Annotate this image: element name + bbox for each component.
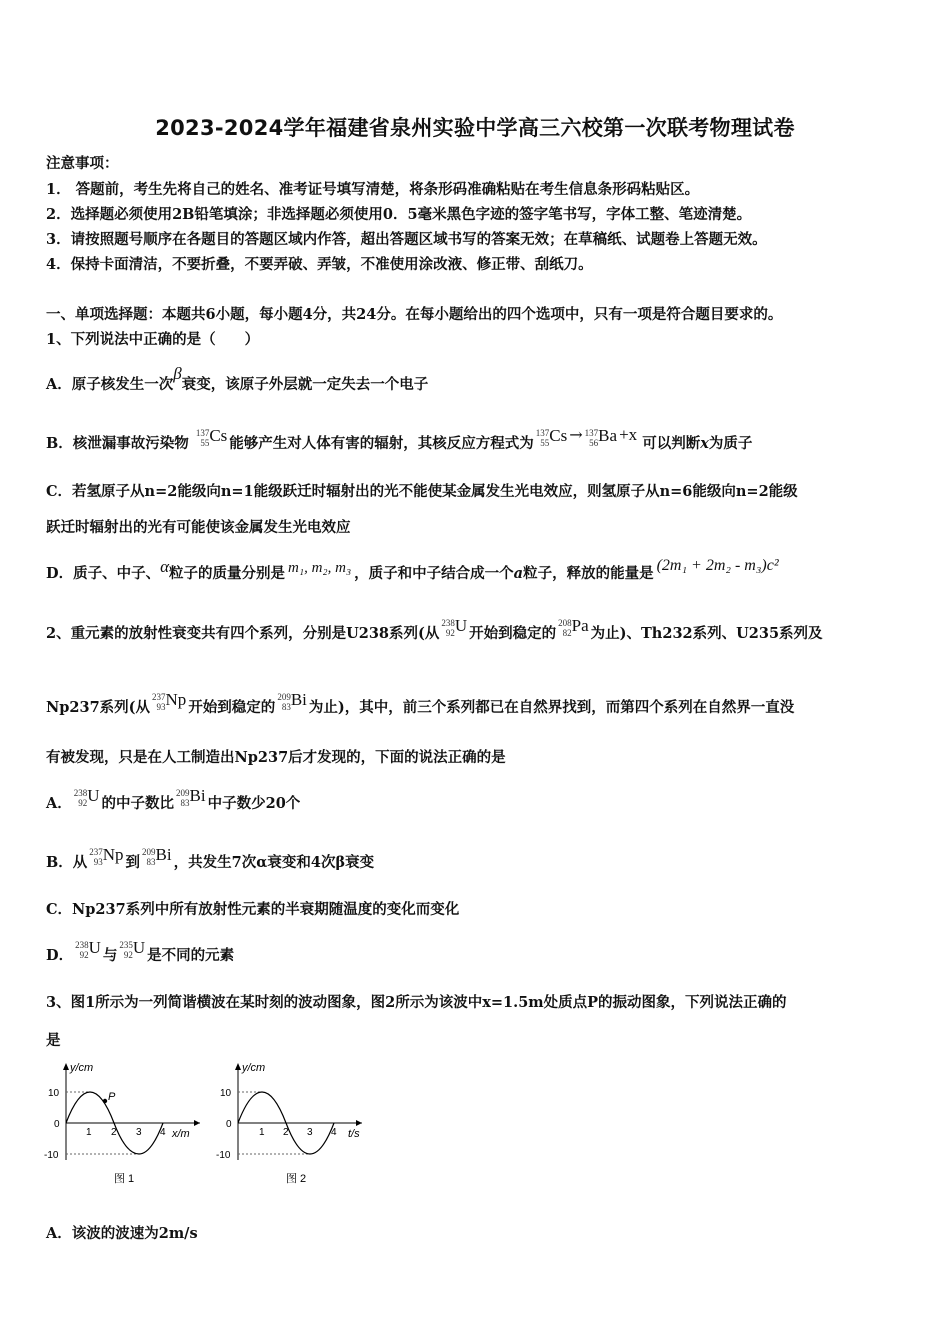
q2-l1-mid: 开始到稳定的 [469,625,557,642]
mass-number: 208 [558,618,572,628]
isotope-np237 [152,690,187,718]
mass-number: 238 [75,940,89,950]
q2-d-post: 是不同的元素 [147,947,235,964]
q2-option-c: C．Np237系列中所有放射性元素的半衰期随温度的变化而变化 [46,901,460,918]
element-symbol: U [87,786,100,805]
isotope-u238 [441,616,468,644]
q1-option-c-line2: 跃迁时辐射出的光有可能使该金属发生光电效应 [46,519,351,536]
isotope-u238 [73,786,100,814]
isotope-cs137 [535,426,568,454]
element-symbol: Pa [571,616,589,635]
beta-symbol: β [173,364,182,383]
arrow-icon: → [569,425,583,444]
note-item: 4．保持卡面清洁，不要折叠，不要弄破、弄皱，不准使用涂改液、修正带、刮纸刀。 [46,256,593,273]
isotope-u238 [75,938,101,966]
atomic-number: 83 [180,798,190,808]
atomic-number: 83 [146,857,156,867]
x-tick: 4 [331,1127,337,1138]
q2-l1-pre: 2、重元素的放射性衰变共有四个系列，分别是U238系列(从 [46,625,440,642]
figure-caption: 图 1 [114,1173,135,1185]
mass-number: 238 [73,788,88,798]
question-2-line1 [46,616,823,644]
atomic-number: 55 [540,438,550,448]
q2-l2-pre: Np237系列(从 [46,699,151,716]
y-tick: 0 [54,1119,60,1130]
y-axis-arrow-icon [63,1063,69,1070]
q2-b-mid: 到 [125,854,141,871]
t-axis-label: t/s [348,1128,360,1140]
question-3-line2: 是 [46,1032,61,1049]
q2-d-pre: D． [46,947,74,964]
x-tick: 1 [259,1127,265,1138]
mass-number: 237 [89,847,103,857]
note-item: 1． 答题前，考生先将自己的姓名、准考证号填写清楚，将条形码准确粘贴在考生信息条形码粘贴区。 [46,181,700,198]
q1-option-b [46,425,753,454]
x-axis-label: x/m [172,1128,190,1140]
q2-a-post: 中子数少20个 [207,795,301,812]
q2-a-pre: A． [46,795,72,812]
atomic-number: 92 [445,628,455,638]
atomic-number: 82 [562,628,572,638]
element-symbol: Np [102,845,124,864]
q2-b-post: ，共发生7次α衰变和4次β衰变 [173,854,375,871]
x-tick: 3 [307,1127,313,1138]
var-a: a [513,565,524,582]
mass-number: 209 [176,788,190,798]
isotope-u235 [119,938,146,966]
mass-number: 235 [119,940,133,950]
y-tick: 10 [220,1088,232,1099]
x-tick: 4 [160,1127,166,1138]
y-tick: -10 [44,1150,59,1161]
q1-option-c-line1: C．若氢原子从n=2能级向n=1能级跃迁时辐射出的光不能使某金属发生光电效应，则氢原子从n=6能级向n=2能级 [46,483,798,500]
isotope-ba137 [584,426,618,454]
figure-caption: 图 2 [286,1173,307,1185]
element-symbol: U [132,938,146,957]
atomic-number: 93 [93,857,103,867]
q2-option-a [46,786,301,814]
q2-l2-mid: 开始到稳定的 [188,699,276,716]
point-p-marker [103,1099,107,1103]
mass-symbols: m₁, m₂, m₃ [288,560,352,576]
element-symbol: Bi [189,786,206,805]
mass-number: 137 [584,428,599,438]
mass-number: 209 [142,847,156,857]
q1-b-mid: 能够产生对人体有害的辐射，其核反应方程式为 [229,435,534,452]
element-symbol: Bi [290,690,307,709]
q1-option-a [46,364,429,394]
q2-a-mid: 的中子数比 [101,795,175,812]
notes-heading: 注意事项： [46,155,119,172]
y-tick: 0 [226,1119,232,1130]
mass-number: 237 [152,692,166,702]
point-p-label: P [108,1091,116,1103]
q1-b-post2: 为质子 [708,435,753,452]
q1-a-pre: A．原子核发生一次 [46,376,174,393]
y-axis-arrow-icon [235,1063,241,1070]
q1-option-d [46,557,779,583]
mass-number: 137 [535,428,550,438]
atomic-number: 93 [156,702,166,712]
isotope-bi209 [142,845,172,873]
q1-a-post: 衰变，该原子外层就一定失去一个电子 [181,376,429,393]
q2-d-mid: 与 [102,947,118,964]
section-heading: 一、单项选择题：本题共6小题，每小题4分，共24分。在每小题给出的四个选项中，只有一项是符合题目要求的。 [46,306,783,323]
element-symbol: Ba [598,426,618,445]
mass-number: 209 [277,692,291,702]
atomic-number: 56 [589,438,599,448]
q1-d-post: ，质子和中子结合成一个 [354,565,514,582]
atomic-number: 83 [281,702,291,712]
atomic-number: 92 [123,950,133,960]
atomic-number: 92 [79,950,89,960]
isotope-bi209 [277,690,307,718]
isotope-cs137 [195,426,228,454]
alpha-symbol: α [160,557,170,576]
question-3-line1: 3、图1所示为一列简谐横波在某时刻的波动图象，图2所示为该波中x=1.5m处质点P的振动图象，下列说法正确的 [46,994,787,1011]
q1-b-post: 可以判断 [642,435,701,452]
figure-2-vibration-graph [212,1055,382,1190]
q3-option-a: A．该波的波速为2m/s [46,1225,198,1242]
q1-d-pre: D．质子、中子、 [46,565,161,582]
t-axis-arrow-icon [356,1120,362,1126]
page-title: 2023-2024学年福建省泉州实验中学高三六校第一次联考物理试卷 [155,116,795,140]
element-symbol: Bi [155,845,172,864]
atomic-number: 92 [78,798,88,808]
x-axis-arrow-icon [194,1120,200,1126]
element-symbol: Cs [209,426,228,445]
x-tick: 2 [111,1127,117,1138]
element-symbol: Cs [549,426,568,445]
q1-d-mid: 粒子的质量分别是 [169,565,286,582]
isotope-np237 [89,845,124,873]
element-symbol: U [88,938,101,957]
mass-number: 137 [195,428,210,438]
element-symbol: Np [165,690,187,709]
q2-option-b [46,845,375,873]
y-axis-label: y/cm [242,1062,266,1074]
y-tick: -10 [216,1150,231,1161]
x-tick: 2 [283,1127,289,1138]
x-tick: 3 [136,1127,142,1138]
q2-b-pre: B．从 [46,854,88,871]
element-symbol: U [454,616,468,635]
x-tick: 1 [86,1127,92,1138]
isotope-pa208 [558,616,589,644]
q2-l1-post: 为止)、Th232系列、U235系列及 [590,625,823,642]
figure-1-wave-graph [40,1055,210,1190]
note-item: 3．请按照题号顺序在各题目的答题区域内作答，超出答题区域书写的答案无效；在草稿纸、试题卷上答题无效。 [46,231,767,248]
isotope-bi209 [176,786,206,814]
question-1-stem: 1、下列说法中正确的是（ ） [46,331,260,348]
plus-x: +x [619,425,638,444]
q1-b-pre: B．核泄漏事故污染物 [46,435,189,452]
y-tick: 10 [48,1088,60,1099]
question-2-line2 [46,690,795,718]
q2-l2-post: 为止)，其中，前三个系列都已在自然界找到，而第四个系列在自然界一直没 [308,699,795,716]
var-x: x [700,435,709,452]
atomic-number: 55 [200,438,210,448]
q1-d-post2: 粒子，释放的能量是 [523,565,654,582]
energy-formula: (2m₁ + 2m₂ - m₃)c² [656,557,779,574]
question-2-line3: 有被发现，只是在人工制造出Np237后才发现的，下面的说法正确的是 [46,749,506,766]
y-axis-label: y/cm [70,1062,94,1074]
mass-number: 238 [441,618,455,628]
note-item: 2．选择题必须使用2B铅笔填涂；非选择题必须使用0．5毫米黑色字迹的签字笔书写，字体工整、笔迹清楚。 [46,206,752,223]
q2-option-d [46,938,235,966]
